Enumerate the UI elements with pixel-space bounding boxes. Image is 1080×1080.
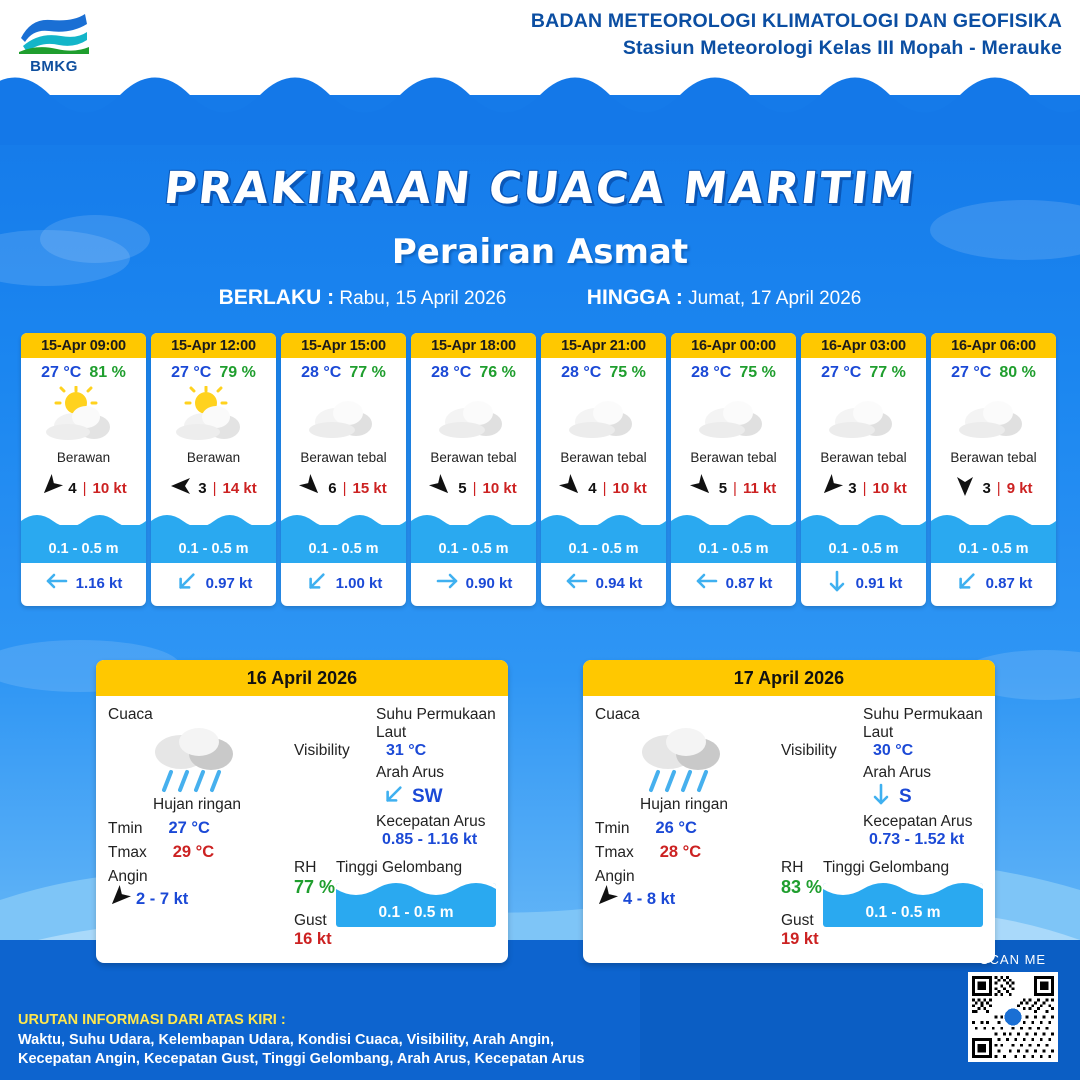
light-rain-icon [595, 724, 773, 796]
wave-shape [931, 511, 1056, 533]
wind-scale: 3 [848, 479, 857, 497]
wind-direction-icon [691, 475, 713, 501]
wind-direction-icon [430, 475, 452, 501]
wind-direction-arrow-icon [686, 470, 717, 501]
current-speed: 0.91 kt [855, 575, 903, 592]
partly-cloudy-sun-icon [151, 384, 276, 446]
current-direction-value: S [899, 785, 912, 807]
tmin-value: 27 °C [168, 819, 210, 837]
weather-value: Hujan ringan [640, 796, 728, 813]
relative-humidity: 77 % [869, 364, 906, 381]
visibility-label: Visibility [781, 742, 837, 759]
current-speed: 0.87 kt [725, 575, 773, 592]
wave-height: 0.1 - 0.5 m [698, 541, 769, 557]
partly-cloudy-sun-icon [46, 386, 122, 444]
relative-humidity: 80 % [999, 364, 1036, 381]
wave-shape [21, 511, 146, 533]
wave-height-value: 0.1 - 0.5 m [865, 904, 941, 921]
validity-period [0, 286, 1080, 310]
current-speed: 0.87 kt [985, 575, 1033, 592]
wind-speed: 10 kt [92, 479, 127, 497]
daily-forecast-card [96, 660, 508, 963]
current-direction-arrow-icon [300, 564, 334, 598]
wave-height: 0.1 - 0.5 m [828, 541, 899, 557]
page-title: PRAKIRAAN CUACA MARITIM [161, 163, 919, 214]
relative-humidity: 75 % [609, 364, 646, 381]
separator: | [733, 479, 737, 497]
wave-shape [411, 511, 536, 533]
wind-direction-arrow-icon [954, 475, 976, 497]
wave-shape [151, 511, 276, 533]
wind-info [541, 471, 666, 507]
separator: | [602, 479, 607, 497]
weather-condition: Berawan [186, 450, 241, 465]
separator: | [862, 479, 867, 497]
legend [18, 1012, 584, 1070]
tmin-label: Tmin [108, 819, 143, 837]
wave-height-box [411, 507, 536, 563]
current-info [801, 563, 926, 606]
hourly-forecast-card [281, 333, 406, 606]
wind-direction-icon [954, 475, 976, 501]
current-direction-arrow-icon [435, 569, 459, 593]
weather-condition: Berawan [56, 450, 111, 465]
current-speed: 0.97 kt [205, 575, 253, 592]
forecast-time: 16-Apr 00:00 [671, 333, 796, 358]
current-speed-label: Kecepatan Arus [863, 813, 973, 830]
light-rain-icon [141, 724, 253, 796]
current-direction-arrow-icon [565, 569, 589, 593]
wind-direction-icon [300, 475, 322, 501]
wind-scale: 3 [198, 479, 207, 497]
relative-humidity: 79 % [219, 364, 256, 381]
hourly-forecast-card [151, 333, 276, 606]
current-direction-arrow-icon [825, 569, 849, 593]
weather-value: Hujan ringan [153, 796, 241, 813]
wind-speed: 14 kt [222, 479, 257, 497]
sst-label: Suhu Permukaan Laut [376, 706, 496, 741]
cloudy-icon [931, 384, 1056, 446]
wind-speed: 15 kt [352, 479, 387, 497]
forecast-time: 15-Apr 09:00 [21, 333, 146, 358]
daily-forecast-row [96, 660, 996, 963]
scan-me-label: SCAN ME [979, 952, 1047, 967]
gust-value: 19 kt [781, 930, 819, 948]
wind-direction-arrow-icon [170, 475, 192, 497]
wind-value-row [595, 886, 773, 913]
rh-value: 83 % [781, 877, 823, 897]
separator: | [212, 479, 217, 497]
wind-direction-arrow-icon [816, 470, 847, 501]
wind-direction-icon [170, 475, 192, 501]
air-temperature: 28 °C [691, 364, 732, 381]
qr-section [968, 952, 1058, 1062]
valid-until-label: HINGGA : [586, 286, 683, 309]
current-direction-icon [695, 569, 719, 598]
wave-height-box [671, 507, 796, 563]
forecast-time: 15-Apr 18:00 [411, 333, 536, 358]
current-direction-arrow-icon [950, 564, 984, 598]
current-info [541, 563, 666, 606]
air-temperature: 28 °C [561, 364, 602, 381]
current-info [21, 563, 146, 606]
valid-from-value: Rabu, 15 April 2026 [339, 288, 507, 309]
weather-condition: Berawan tebal [820, 450, 907, 465]
cloudy-icon [696, 386, 772, 444]
current-info [411, 563, 536, 606]
wind-direction-icon [560, 475, 582, 501]
weather-condition: Berawan tebal [690, 450, 777, 465]
rh-label: RH [781, 859, 804, 876]
cloudy-icon [801, 384, 926, 446]
air-temperature: 27 °C [951, 364, 992, 381]
legend-title: URUTAN INFORMASI DARI ATAS KIRI : [18, 1011, 286, 1028]
wave-shape [801, 511, 926, 533]
forecast-time: 16-Apr 03:00 [801, 333, 926, 358]
cloudy-icon [436, 386, 512, 444]
weather-label: Cuaca [108, 706, 153, 723]
qr-code-image [972, 976, 1054, 1058]
air-temperature: 27 °C [171, 364, 212, 381]
current-direction-icon [382, 782, 406, 811]
qr-code[interactable] [968, 972, 1058, 1062]
wind-direction-icon [595, 886, 617, 913]
wind-info [21, 471, 146, 507]
cloudy-icon [826, 386, 902, 444]
wind-direction-arrow-icon [556, 470, 587, 501]
valid-until-value: Jumat, 17 April 2026 [688, 288, 862, 309]
wind-speed: 10 kt [482, 479, 517, 497]
wind-info [151, 471, 276, 507]
current-speed-value: 0.85 - 1.16 kt [382, 831, 478, 848]
wind-direction-icon [820, 475, 842, 501]
sst-value: 30 °C [873, 742, 914, 759]
partly-cloudy-sun-icon [176, 386, 252, 444]
wind-direction-icon [108, 886, 130, 913]
separator: | [996, 479, 1001, 497]
page-subtitle: Perairan Asmat [391, 232, 689, 272]
legend-line-2: Kecepatan Angin, Kecepatan Gust, Tinggi Gelombang, Arah Arus, Kecepatan Arus [18, 1051, 585, 1068]
wind-direction-icon [40, 475, 62, 501]
cloudy-icon [566, 386, 642, 444]
wind-direction-arrow-icon [296, 470, 327, 501]
agency-line-2: Stasiun Meteorologi Kelas III Mopah - Merauke [622, 37, 1062, 59]
current-direction-label: Arah Arus [863, 764, 932, 781]
current-info [671, 563, 796, 606]
wind-info [671, 471, 796, 507]
valid-from-label: BERLAKU : [218, 286, 335, 309]
wave-height: 0.1 - 0.5 m [308, 541, 379, 557]
tmax-value: 28 °C [659, 843, 702, 861]
wave-height: 0.1 - 0.5 m [568, 541, 639, 557]
wind-scale: 6 [328, 479, 337, 497]
hourly-forecast-card [541, 333, 666, 606]
air-temperature: 27 °C [41, 364, 82, 381]
wave-height-box [823, 883, 983, 927]
hourly-forecast-card [21, 333, 146, 606]
wind-info [411, 471, 536, 507]
current-direction-arrow-icon [377, 777, 411, 811]
wind-speed: 11 kt [742, 479, 777, 497]
sst-label: Suhu Permukaan Laut [863, 706, 983, 741]
current-direction-icon [435, 569, 459, 598]
wave-height: 0.1 - 0.5 m [438, 541, 509, 557]
daily-forecast-card [583, 660, 995, 963]
current-direction-icon [175, 569, 199, 598]
current-speed-value: 0.73 - 1.52 kt [869, 831, 965, 848]
current-direction-arrow-icon [695, 569, 719, 593]
wave-shape [541, 511, 666, 533]
air-temperature: 28 °C [431, 364, 472, 381]
tmax-label: Tmax [595, 843, 634, 861]
wave-shape [671, 511, 796, 533]
current-direction-value: SW [412, 785, 443, 807]
hourly-forecast-card [801, 333, 926, 606]
light-rain-icon [628, 724, 740, 796]
relative-humidity: 77 % [349, 364, 386, 381]
current-info [931, 563, 1056, 606]
rh-label: RH [294, 859, 317, 876]
air-temperature: 27 °C [821, 364, 862, 381]
cloudy-icon [281, 384, 406, 446]
page-header [0, 0, 1080, 95]
valid-until [587, 286, 862, 310]
wind-scale: 4 [588, 479, 597, 497]
gust-label: Gust [294, 912, 327, 929]
current-info [281, 563, 406, 606]
wind-value: 4 - 8 kt [623, 890, 676, 908]
wind-scale: 5 [458, 479, 467, 497]
hourly-forecast-card [411, 333, 536, 606]
tmax-value: 29 °C [172, 843, 215, 861]
wave-height: 0.1 - 0.5 m [958, 541, 1029, 557]
relative-humidity: 81 % [89, 364, 126, 381]
wind-value: 2 - 7 kt [136, 890, 189, 908]
separator: | [82, 479, 87, 497]
relative-humidity: 76 % [479, 364, 516, 381]
wind-info [801, 471, 926, 507]
weather-condition: Berawan tebal [560, 450, 647, 465]
daily-date: 17 April 2026 [583, 660, 995, 696]
wind-speed: 9 kt [1006, 479, 1033, 497]
valid-from [219, 286, 507, 310]
wind-speed: 10 kt [612, 479, 647, 497]
daily-date: 16 April 2026 [96, 660, 508, 696]
legend-line-1: Waktu, Suhu Udara, Kelembapan Udara, Kondisi Cuaca, Visibility, Arah Angin, [18, 1031, 555, 1048]
wave-height-box [21, 507, 146, 563]
wave-label: Tinggi Gelombang [823, 859, 950, 876]
light-rain-icon [108, 724, 286, 796]
cloudy-icon [306, 386, 382, 444]
current-direction-arrow-icon [869, 782, 893, 806]
wave-height: 0.1 - 0.5 m [178, 541, 249, 557]
relative-humidity: 75 % [739, 364, 776, 381]
sst-value: 31 °C [386, 742, 427, 759]
wave-height-value: 0.1 - 0.5 m [378, 904, 454, 921]
wave-height-box [801, 507, 926, 563]
bmkg-logo-mark [17, 8, 91, 56]
current-info [151, 563, 276, 606]
cloudy-icon [541, 384, 666, 446]
wave-height-box [336, 883, 496, 927]
wave-height-box [151, 507, 276, 563]
forecast-time: 15-Apr 21:00 [541, 333, 666, 358]
current-direction-arrow-icon [45, 569, 69, 593]
hourly-forecast-card [671, 333, 796, 606]
air-temperature: 28 °C [301, 364, 342, 381]
tmax-label: Tmax [108, 843, 147, 861]
cloudy-icon [411, 384, 536, 446]
wind-info [281, 471, 406, 507]
wind-speed: 10 kt [872, 479, 907, 497]
wind-scale: 5 [718, 479, 728, 497]
gust-label: Gust [781, 912, 814, 929]
wave-label: Tinggi Gelombang [336, 859, 463, 876]
current-direction-icon [565, 569, 589, 598]
hourly-forecast-row [21, 333, 1061, 606]
wind-direction-arrow-icon [426, 470, 457, 501]
tmin-value: 26 °C [655, 819, 697, 837]
hourly-forecast-card [931, 333, 1056, 606]
cloudy-icon [956, 386, 1032, 444]
current-direction-icon [825, 569, 849, 598]
weather-condition: Berawan tebal [430, 450, 517, 465]
current-speed: 0.90 kt [465, 575, 513, 592]
current-direction-icon [869, 782, 893, 811]
tmin-label: Tmin [595, 819, 630, 837]
wind-value-row [108, 886, 286, 913]
wave-height: 0.1 - 0.5 m [48, 541, 119, 557]
weather-condition: Berawan tebal [950, 450, 1037, 465]
wave-height-box [541, 507, 666, 563]
current-speed-label: Kecepatan Arus [376, 813, 486, 830]
gust-value: 16 kt [294, 930, 332, 948]
wind-label: Angin [595, 868, 635, 885]
current-direction-icon [45, 569, 69, 598]
separator: | [342, 479, 347, 497]
current-direction-arrow-icon [170, 564, 204, 598]
wave-height-box [281, 507, 406, 563]
wind-direction-arrow-icon [590, 881, 621, 912]
wave-shape [281, 511, 406, 533]
current-speed: 0.94 kt [595, 575, 643, 592]
wind-scale: 4 [68, 479, 77, 497]
forecast-time: 15-Apr 15:00 [281, 333, 406, 358]
weather-condition: Berawan tebal [300, 450, 387, 465]
forecast-time: 15-Apr 12:00 [151, 333, 276, 358]
current-speed: 1.00 kt [335, 575, 383, 592]
agency-title [531, 10, 1062, 60]
wind-label: Angin [108, 868, 148, 885]
weather-label: Cuaca [595, 706, 640, 723]
current-direction-icon [305, 569, 329, 598]
bmkg-logo-text: BMKG [30, 58, 78, 75]
visibility-label: Visibility [294, 742, 350, 759]
wind-scale: 3 [982, 479, 991, 497]
separator: | [472, 479, 477, 497]
wind-direction-arrow-icon [36, 470, 67, 501]
current-direction-icon [955, 569, 979, 598]
current-speed: 1.16 kt [75, 575, 123, 592]
rh-value: 77 % [294, 877, 336, 897]
wind-direction-arrow-icon [103, 881, 134, 912]
current-direction-label: Arah Arus [376, 764, 445, 781]
cloudy-icon [671, 384, 796, 446]
agency-line-1: BADAN METEOROLOGI KLIMATOLOGI DAN GEOFISIKA [530, 10, 1062, 32]
forecast-time: 16-Apr 06:00 [931, 333, 1056, 358]
partly-cloudy-sun-icon [21, 384, 146, 446]
wave-height-box [931, 507, 1056, 563]
bmkg-logo [12, 8, 96, 86]
wind-info [931, 471, 1056, 507]
